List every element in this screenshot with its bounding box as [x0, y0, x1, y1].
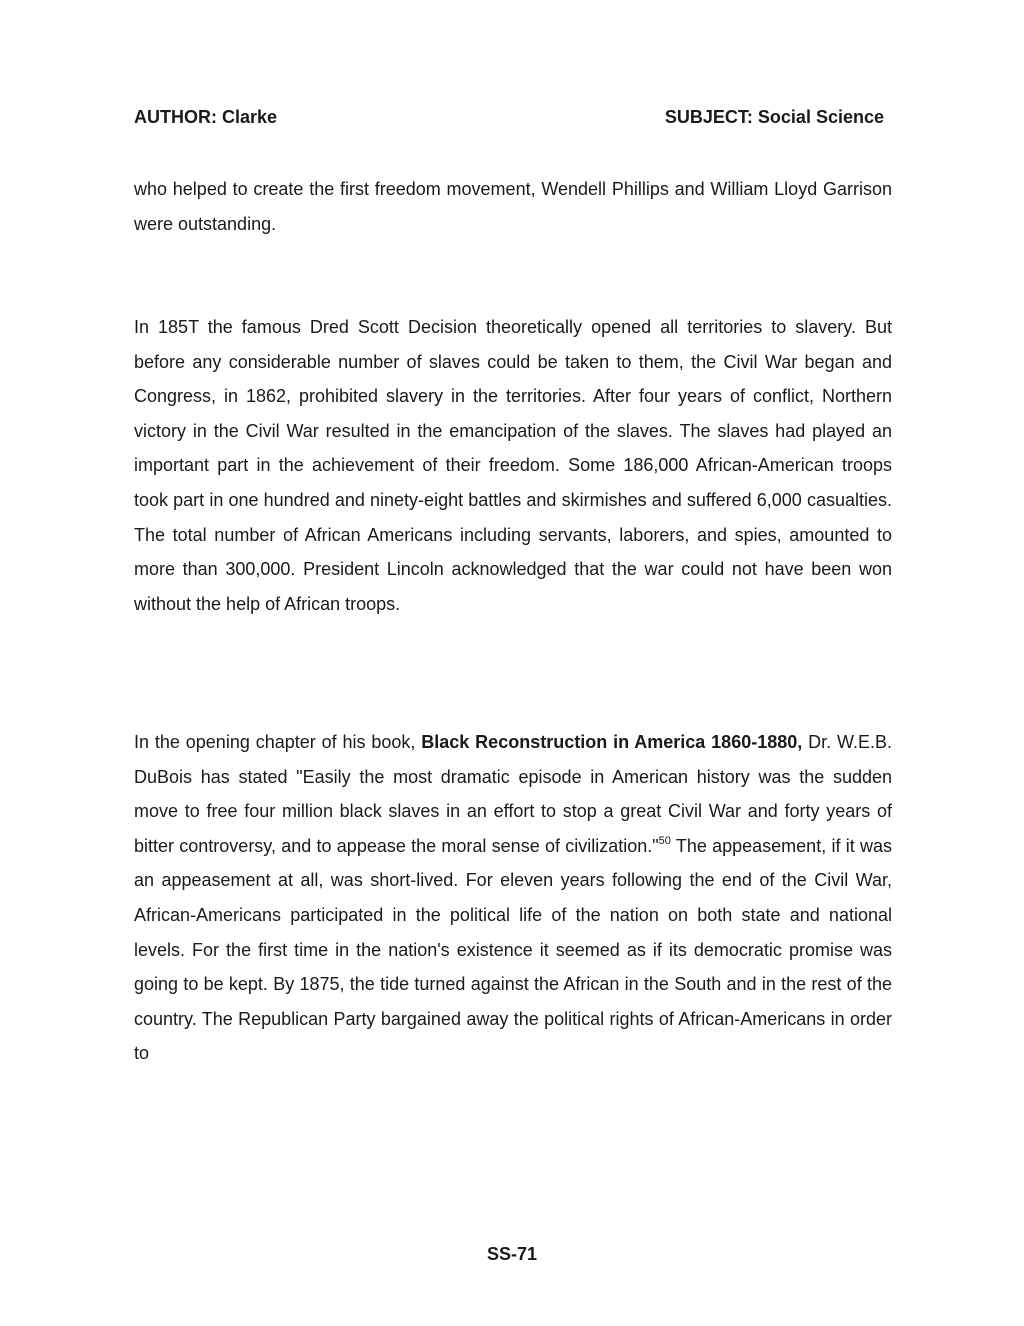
dubois-quote: Dr. W.E.B. DuBois has stated "Easily the most dramatic episode in American history was the sudden move to free four million black slaves in an effort to stop a great Civil War and forty years of bitter controversy, and to appease the moral sense of civilization." [134, 732, 893, 856]
author-label: AUTHOR: Clarke [134, 107, 278, 127]
footnote-marker: 50 [658, 834, 671, 847]
paragraph-rest-text: The appeasement, if it was an appeasement at all, was short-lived. For eleven years following the end of the Civil War, African-Americans participated in the political life of the nation on both state and national levels. For the first time in the nation's existence it seemed as if its democratic promise was going to be kept. By 1875, the tide turned against the African in the South and in the rest of the country. The Republican Party bargained away the political rights of African-Americans in order to [134, 835, 892, 1064]
book-title: Black Reconstruction in America 1860-1880, [421, 732, 803, 752]
paragraph-black-reconstruction [134, 725, 892, 1071]
subject-label: SUBJECT: Social Science [664, 107, 884, 127]
paragraph-intro-text: In the opening chapter of his book, [134, 732, 422, 752]
paragraph-freedom-movement: who helped to create the first freedom movement, Wendell Phillips and William Lloyd Garrison were outstanding. [134, 179, 892, 234]
page-header [134, 107, 884, 131]
paragraph-dred-scott: In 185T the famous Dred Scott Decision theoretically opened all territories to slavery. But before any considerable number of slaves could be taken to them, the Civil War began and Congress, in 1862, prohibited slavery in the territories. After four years of conflict, Northern victory in the Civil War resulted in the emancipation of the slaves. The slaves had played an important part in the achievement of their freedom. Some 186,000 African-American troops took part in one hundred and ninety-eight battles and skirmishes and suffered 6,000 casualties. The total number of African Americans including servants, laborers, and spies, amounted to more than 300,000. President Lincoln acknowledged that the war could not have been won without the help of African troops. [134, 317, 892, 614]
page-number: SS-71 [486, 1244, 538, 1264]
